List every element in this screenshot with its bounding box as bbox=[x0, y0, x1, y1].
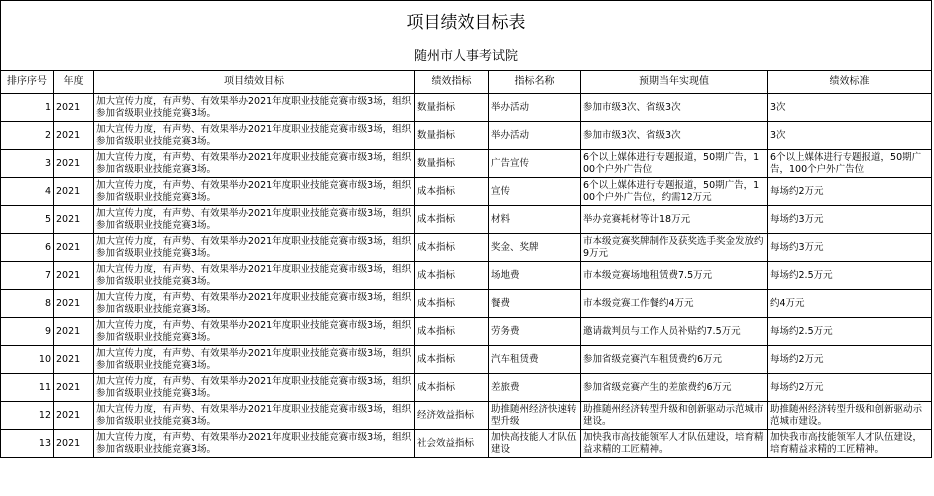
year-cell[interactable]: 2021 bbox=[54, 290, 94, 318]
indicator-name-cell[interactable]: 奖金、奖牌 bbox=[489, 234, 581, 262]
indicator-cell[interactable]: 成本指标 bbox=[415, 290, 489, 318]
table-row bbox=[1, 122, 932, 150]
indicator-name-cell[interactable]: 举办活动 bbox=[489, 94, 581, 122]
indicator-cell[interactable]: 成本指标 bbox=[415, 234, 489, 262]
standard-cell[interactable]: 每场约2.5万元 bbox=[768, 318, 932, 346]
standard-cell[interactable]: 每场约2万元 bbox=[768, 178, 932, 206]
goal-cell[interactable]: 加大宣传力度，有声势、有效果举办2021年度职业技能竞赛市级3场，组织参加省级职业技能竞赛3场。 bbox=[94, 430, 415, 458]
goal-cell[interactable]: 加大宣传力度，有声势、有效果举办2021年度职业技能竞赛市级3场，组织参加省级职业技能竞赛3场。 bbox=[94, 346, 415, 374]
goal-cell[interactable]: 加大宣传力度，有声势、有效果举办2021年度职业技能竞赛市级3场，组织参加省级职业技能竞赛3场。 bbox=[94, 318, 415, 346]
indicator-name-cell[interactable]: 场地费 bbox=[489, 262, 581, 290]
goal-cell[interactable]: 加大宣传力度，有声势、有效果举办2021年度职业技能竞赛市级3场，组织参加省级职业技能竞赛3场。 bbox=[94, 94, 415, 122]
year-cell[interactable]: 2021 bbox=[54, 346, 94, 374]
standard-cell[interactable]: 每场约3万元 bbox=[768, 206, 932, 234]
table-row bbox=[1, 374, 932, 402]
header-cell[interactable]: 绩效标准 bbox=[768, 71, 932, 94]
indicator-cell[interactable]: 数量指标 bbox=[415, 122, 489, 150]
expected-value-cell[interactable]: 6个以上媒体进行专题报道，50期广告，100个户外广告位，约需12万元 bbox=[581, 178, 768, 206]
standard-cell[interactable]: 每场约2.5万元 bbox=[768, 262, 932, 290]
header-row bbox=[1, 71, 932, 94]
row-number-cell[interactable]: 6 bbox=[1, 234, 54, 262]
expected-value-cell[interactable]: 参加省级竞赛汽车租赁费约6万元 bbox=[581, 346, 768, 374]
indicator-cell[interactable]: 成本指标 bbox=[415, 318, 489, 346]
indicator-name-cell[interactable]: 差旅费 bbox=[489, 374, 581, 402]
indicator-cell[interactable]: 成本指标 bbox=[415, 178, 489, 206]
header-cell[interactable]: 预期当年实现值 bbox=[581, 71, 768, 94]
table-title: 项目绩效目标表 bbox=[1, 1, 932, 45]
row-number-cell[interactable]: 11 bbox=[1, 374, 54, 402]
header-cell[interactable]: 年度 bbox=[54, 71, 94, 94]
standard-cell[interactable]: 每场约2万元 bbox=[768, 374, 932, 402]
standard-cell[interactable]: 3次 bbox=[768, 94, 932, 122]
indicator-name-cell[interactable]: 汽车租赁费 bbox=[489, 346, 581, 374]
year-cell[interactable]: 2021 bbox=[54, 262, 94, 290]
expected-value-cell[interactable]: 市本级竞赛奖牌制作及获奖选手奖金发放约9万元 bbox=[581, 234, 768, 262]
standard-cell[interactable]: 6个以上媒体进行专题报道，50期广告，100个户外广告位 bbox=[768, 150, 932, 178]
table-row bbox=[1, 178, 932, 206]
table-row bbox=[1, 234, 932, 262]
standard-cell[interactable]: 每场约2万元 bbox=[768, 346, 932, 374]
indicator-name-cell[interactable]: 餐费 bbox=[489, 290, 581, 318]
row-number-cell[interactable]: 12 bbox=[1, 402, 54, 430]
goal-cell[interactable]: 加大宣传力度，有声势、有效果举办2021年度职业技能竞赛市级3场，组织参加省级职业技能竞赛3场。 bbox=[94, 290, 415, 318]
indicator-cell[interactable]: 经济效益指标 bbox=[415, 402, 489, 430]
table-row bbox=[1, 150, 932, 178]
indicator-name-cell[interactable]: 劳务费 bbox=[489, 318, 581, 346]
expected-value-cell[interactable]: 参加省级竞赛产生的差旅费约6万元 bbox=[581, 374, 768, 402]
year-cell[interactable]: 2021 bbox=[54, 206, 94, 234]
expected-value-cell[interactable]: 参加市级3次、省级3次 bbox=[581, 122, 768, 150]
indicator-name-cell[interactable]: 材料 bbox=[489, 206, 581, 234]
goal-cell[interactable]: 加大宣传力度，有声势、有效果举办2021年度职业技能竞赛市级3场，组织参加省级职业技能竞赛3场。 bbox=[94, 150, 415, 178]
unit-name: 随州市人事考试院 bbox=[1, 45, 932, 71]
indicator-cell[interactable]: 社会效益指标 bbox=[415, 430, 489, 458]
expected-value-cell[interactable]: 参加市级3次、省级3次 bbox=[581, 94, 768, 122]
standard-cell[interactable]: 助推随州经济转型升级和创新驱动示范城市建设。 bbox=[768, 402, 932, 430]
expected-value-cell[interactable]: 6个以上媒体进行专题报道，50期广告，100个户外广告位 bbox=[581, 150, 768, 178]
goal-cell[interactable]: 加大宣传力度，有声势、有效果举办2021年度职业技能竞赛市级3场，组织参加省级职业技能竞赛3场。 bbox=[94, 122, 415, 150]
row-number-cell[interactable]: 10 bbox=[1, 346, 54, 374]
goal-cell[interactable]: 加大宣传力度，有声势、有效果举办2021年度职业技能竞赛市级3场，组织参加省级职业技能竞赛3场。 bbox=[94, 262, 415, 290]
goal-cell[interactable]: 加大宣传力度，有声势、有效果举办2021年度职业技能竞赛市级3场，组织参加省级职业技能竞赛3场。 bbox=[94, 374, 415, 402]
row-number-cell[interactable]: 9 bbox=[1, 318, 54, 346]
row-number-cell[interactable]: 7 bbox=[1, 262, 54, 290]
header-cell[interactable]: 排序序号 bbox=[1, 71, 54, 94]
expected-value-cell[interactable]: 加快我市高技能领军人才队伍建设，培育精益求精的工匠精神。 bbox=[581, 430, 768, 458]
table-row bbox=[1, 346, 932, 374]
indicator-name-cell[interactable]: 广告宣传 bbox=[489, 150, 581, 178]
year-cell[interactable]: 2021 bbox=[54, 402, 94, 430]
year-cell[interactable]: 2021 bbox=[54, 94, 94, 122]
table-row bbox=[1, 94, 932, 122]
table-row bbox=[1, 262, 932, 290]
row-number-cell[interactable]: 1 bbox=[1, 94, 54, 122]
year-cell[interactable]: 2021 bbox=[54, 374, 94, 402]
indicator-cell[interactable]: 成本指标 bbox=[415, 206, 489, 234]
header-cell[interactable]: 项目绩效目标 bbox=[94, 71, 415, 94]
year-cell[interactable]: 2021 bbox=[54, 150, 94, 178]
indicator-name-cell[interactable]: 助推随州经济快速转型升级 bbox=[489, 402, 581, 430]
table-row bbox=[1, 430, 932, 458]
row-number-cell[interactable]: 3 bbox=[1, 150, 54, 178]
indicator-cell[interactable]: 数量指标 bbox=[415, 150, 489, 178]
indicator-cell[interactable]: 成本指标 bbox=[415, 374, 489, 402]
indicator-cell[interactable]: 成本指标 bbox=[415, 262, 489, 290]
standard-cell[interactable]: 加快我市高技能领军人才队伍建设，培育精益求精的工匠精神。 bbox=[768, 430, 932, 458]
year-cell[interactable]: 2021 bbox=[54, 234, 94, 262]
indicator-cell[interactable]: 成本指标 bbox=[415, 346, 489, 374]
header-cell[interactable]: 指标名称 bbox=[489, 71, 581, 94]
table-row bbox=[1, 318, 932, 346]
goal-cell[interactable]: 加大宣传力度，有声势、有效果举办2021年度职业技能竞赛市级3场，组织参加省级职业技能竞赛3场。 bbox=[94, 234, 415, 262]
row-number-cell[interactable]: 2 bbox=[1, 122, 54, 150]
table-row bbox=[1, 290, 932, 318]
expected-value-cell[interactable]: 市本级竞赛工作餐约4万元 bbox=[581, 290, 768, 318]
standard-cell[interactable]: 约4万元 bbox=[768, 290, 932, 318]
year-cell[interactable]: 2021 bbox=[54, 122, 94, 150]
indicator-name-cell[interactable]: 举办活动 bbox=[489, 122, 581, 150]
expected-value-cell[interactable]: 举办竞赛耗材等计18万元 bbox=[581, 206, 768, 234]
goal-cell[interactable]: 加大宣传力度，有声势、有效果举办2021年度职业技能竞赛市级3场，组织参加省级职业技能竞赛3场。 bbox=[94, 178, 415, 206]
year-cell[interactable]: 2021 bbox=[54, 318, 94, 346]
table-row bbox=[1, 206, 932, 234]
indicator-cell[interactable]: 数量指标 bbox=[415, 94, 489, 122]
indicator-name-cell[interactable]: 宣传 bbox=[489, 178, 581, 206]
row-number-cell[interactable]: 8 bbox=[1, 290, 54, 318]
goal-cell[interactable]: 加大宣传力度，有声势、有效果举办2021年度职业技能竞赛市级3场，组织参加省级职业技能竞赛3场。 bbox=[94, 402, 415, 430]
table-row bbox=[1, 402, 932, 430]
standard-cell[interactable]: 3次 bbox=[768, 122, 932, 150]
row-number-cell[interactable]: 4 bbox=[1, 178, 54, 206]
row-number-cell[interactable]: 5 bbox=[1, 206, 54, 234]
goal-cell[interactable]: 加大宣传力度，有声势、有效果举办2021年度职业技能竞赛市级3场，组织参加省级职业技能竞赛3场。 bbox=[94, 206, 415, 234]
standard-cell[interactable]: 每场约3万元 bbox=[768, 234, 932, 262]
row-number-cell[interactable]: 13 bbox=[1, 430, 54, 458]
expected-value-cell[interactable]: 市本级竞赛场地租赁费7.5万元 bbox=[581, 262, 768, 290]
year-cell[interactable]: 2021 bbox=[54, 178, 94, 206]
indicator-name-cell[interactable]: 加快高技能人才队伍建设 bbox=[489, 430, 581, 458]
year-cell[interactable]: 2021 bbox=[54, 430, 94, 458]
expected-value-cell[interactable]: 助推随州经济转型升级和创新驱动示范城市建设。 bbox=[581, 402, 768, 430]
expected-value-cell[interactable]: 邀请裁判员与工作人员补贴约7.5万元 bbox=[581, 318, 768, 346]
header-cell[interactable]: 绩效指标 bbox=[415, 71, 489, 94]
